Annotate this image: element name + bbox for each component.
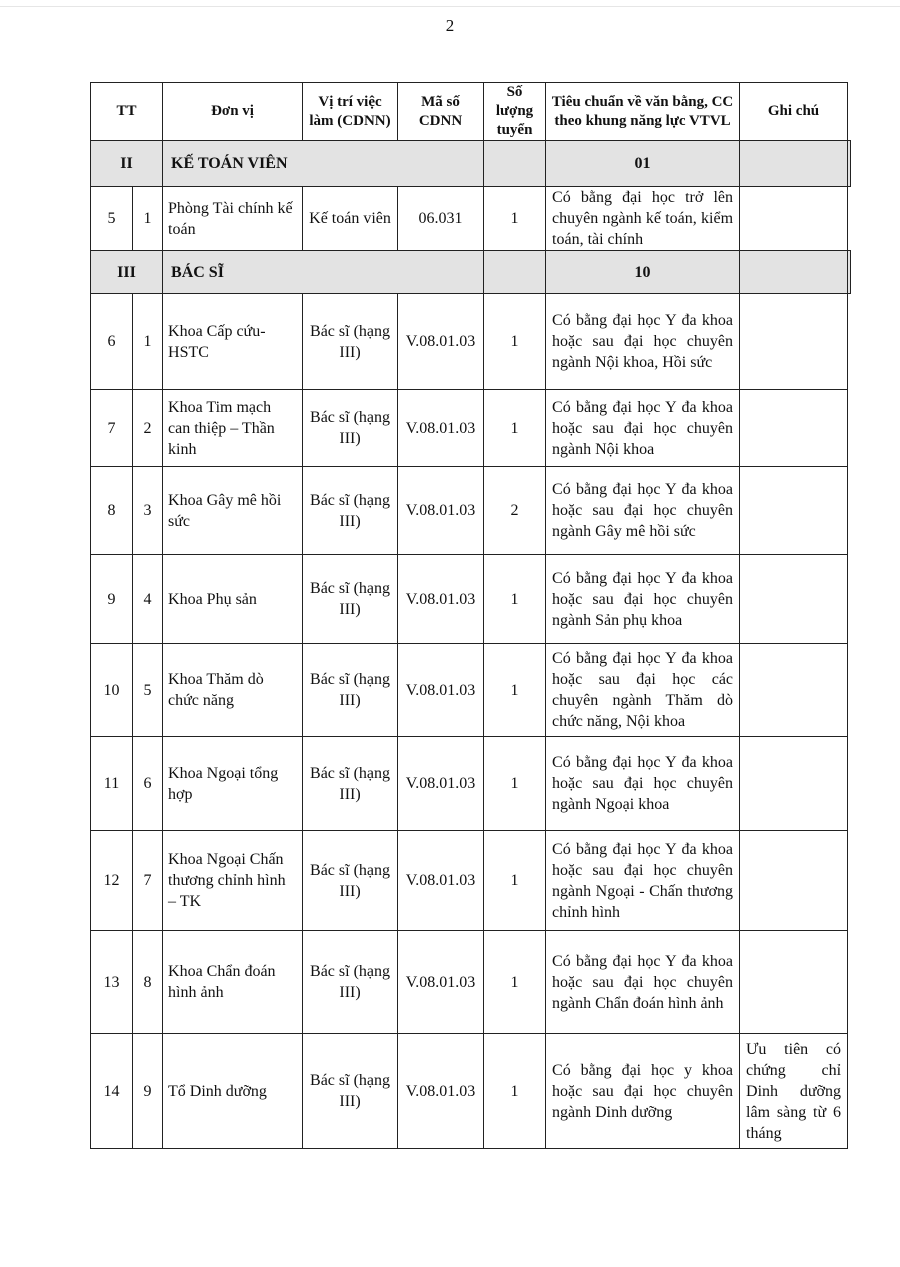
cell-tt: 8 — [91, 467, 133, 555]
cell-sub: 9 — [133, 1034, 163, 1149]
cell-tt: 14 — [91, 1034, 133, 1149]
cell-unit: Khoa Chẩn đoán hình ảnh — [163, 931, 303, 1034]
section-empty — [484, 141, 546, 187]
cell-tt: 6 — [91, 294, 133, 390]
cell-code: V.08.01.03 — [398, 294, 484, 390]
table-row — [91, 737, 851, 831]
cell-qty: 1 — [484, 831, 546, 931]
cell-position: Bác sĩ (hạng III) — [303, 294, 398, 390]
section-count: 10 — [546, 251, 740, 294]
cell-tt: 12 — [91, 831, 133, 931]
cell-code: V.08.01.03 — [398, 931, 484, 1034]
cell-note — [740, 187, 848, 251]
cell-standard: Có bằng đại học Y đa khoa hoặc sau đại học chuyên ngành Nội khoa, Hồi sức — [546, 294, 740, 390]
header-vi-tri: Vị trí việc làm (CDNN) — [303, 83, 398, 141]
cell-qty: 1 — [484, 737, 546, 831]
section-empty — [848, 251, 851, 294]
cell-note — [740, 737, 848, 831]
cell-unit: Khoa Thăm dò chức năng — [163, 644, 303, 737]
section-roman: III — [91, 251, 163, 294]
cell-code: V.08.01.03 — [398, 737, 484, 831]
cell-position: Bác sĩ (hạng III) — [303, 931, 398, 1034]
cell-note — [740, 467, 848, 555]
table-row — [91, 931, 851, 1034]
cell-standard: Có bằng đại học Y đa khoa hoặc sau đại học chuyên ngành Nội khoa — [546, 390, 740, 467]
cell-note — [740, 294, 848, 390]
cell-sub: 3 — [133, 467, 163, 555]
table-row — [91, 294, 851, 390]
cell-sub: 6 — [133, 737, 163, 831]
cell-tt: 9 — [91, 555, 133, 644]
cell-sub: 2 — [133, 390, 163, 467]
table-row — [91, 644, 851, 737]
table-row — [91, 467, 851, 555]
cell-sub: 5 — [133, 644, 163, 737]
cell-position: Bác sĩ (hạng III) — [303, 467, 398, 555]
cell-code: V.08.01.03 — [398, 555, 484, 644]
cell-position: Bác sĩ (hạng III) — [303, 555, 398, 644]
table-row — [91, 555, 851, 644]
scan-edge-line — [0, 6, 900, 7]
cell-standard: Có bằng đại học Y đa khoa hoặc sau đại học chuyên ngành Ngoại - Chấn thương chỉnh hình — [546, 831, 740, 931]
header-tt: TT — [91, 83, 163, 141]
cell-tt: 7 — [91, 390, 133, 467]
cell-standard: Có bằng đại học Y đa khoa hoặc sau đại học chuyên ngành Ngoại khoa — [546, 737, 740, 831]
cell-note — [740, 555, 848, 644]
cell-qty: 1 — [484, 931, 546, 1034]
cell-note: Ưu tiên có chứng chỉ Dinh dưỡng lâm sàng từ 6 tháng — [740, 1034, 848, 1149]
cell-position: Bác sĩ (hạng III) — [303, 644, 398, 737]
cell-unit: Khoa Cấp cứu-HSTC — [163, 294, 303, 390]
cell-standard: Có bằng đại học Y đa khoa hoặc sau đại học các chuyên ngành Thăm dò chức năng, Nội khoa — [546, 644, 740, 737]
cell-qty: 2 — [484, 467, 546, 555]
cell-code: 06.031 — [398, 187, 484, 251]
cell-sub: 8 — [133, 931, 163, 1034]
cell-unit: Phòng Tài chính kế toán — [163, 187, 303, 251]
section-row — [91, 141, 851, 187]
cell-sub: 1 — [133, 187, 163, 251]
cell-note — [740, 931, 848, 1034]
table-row — [91, 187, 851, 251]
cell-unit: Tổ Dinh dưỡng — [163, 1034, 303, 1149]
section-count: 01 — [546, 141, 740, 187]
cell-unit: Khoa Ngoại tổng hợp — [163, 737, 303, 831]
cell-tt: 10 — [91, 644, 133, 737]
cell-standard: Có bằng đại học Y đa khoa hoặc sau đại học chuyên ngành Chẩn đoán hình ảnh — [546, 931, 740, 1034]
cell-code: V.08.01.03 — [398, 831, 484, 931]
cell-qty: 1 — [484, 644, 546, 737]
cell-tt: 13 — [91, 931, 133, 1034]
header-tieu-chuan: Tiêu chuẩn về văn bằng, CC theo khung năng lực VTVL — [546, 83, 740, 141]
cell-position: Bác sĩ (hạng III) — [303, 737, 398, 831]
section-row — [91, 251, 851, 294]
cell-sub: 4 — [133, 555, 163, 644]
cell-tt: 5 — [91, 187, 133, 251]
cell-qty: 1 — [484, 390, 546, 467]
cell-code: V.08.01.03 — [398, 1034, 484, 1149]
cell-note — [740, 390, 848, 467]
cell-unit: Khoa Ngoại Chấn thương chỉnh hình – TK — [163, 831, 303, 931]
cell-position: Bác sĩ (hạng III) — [303, 390, 398, 467]
section-empty — [484, 251, 546, 294]
table-body — [91, 141, 851, 1149]
section-title: KẾ TOÁN VIÊN — [163, 141, 484, 187]
cell-unit: Khoa Phụ sản — [163, 555, 303, 644]
cell-unit: Khoa Gây mê hồi sức — [163, 467, 303, 555]
section-empty — [740, 141, 848, 187]
page-number: 2 — [445, 16, 455, 35]
cell-unit: Khoa Tim mạch can thiệp – Thần kinh — [163, 390, 303, 467]
cell-sub: 7 — [133, 831, 163, 931]
cell-standard: Có bằng đại học Y đa khoa hoặc sau đại học chuyên ngành Gây mê hồi sức — [546, 467, 740, 555]
section-roman: II — [91, 141, 163, 187]
cell-qty: 1 — [484, 555, 546, 644]
cell-note — [740, 644, 848, 737]
header-row — [91, 83, 851, 141]
cell-tt: 11 — [91, 737, 133, 831]
section-empty — [740, 251, 848, 294]
cell-qty: 1 — [484, 187, 546, 251]
recruitment-table — [90, 82, 851, 1149]
table-row — [91, 390, 851, 467]
cell-note — [740, 831, 848, 931]
table-row — [91, 1034, 851, 1149]
cell-code: V.08.01.03 — [398, 390, 484, 467]
cell-code: V.08.01.03 — [398, 644, 484, 737]
cell-standard: Có bằng đại học Y đa khoa hoặc sau đại học chuyên ngành Sản phụ khoa — [546, 555, 740, 644]
cell-sub: 1 — [133, 294, 163, 390]
cell-qty: 1 — [484, 1034, 546, 1149]
header-don-vi: Đơn vị — [163, 83, 303, 141]
cell-standard: Có bằng đại học trở lên chuyên ngành kế toán, kiểm toán, tài chính — [546, 187, 740, 251]
cell-position: Kế toán viên — [303, 187, 398, 251]
cell-standard: Có bằng đại học y khoa hoặc sau đại học chuyên ngành Dinh dưỡng — [546, 1034, 740, 1149]
cell-position: Bác sĩ (hạng III) — [303, 1034, 398, 1149]
section-empty — [848, 141, 851, 187]
header-ghi-chu: Ghi chú — [740, 83, 848, 141]
cell-code: V.08.01.03 — [398, 467, 484, 555]
header-so-luong: Số lượng tuyển — [484, 83, 546, 141]
section-title: BÁC SĨ — [163, 251, 484, 294]
cell-position: Bác sĩ (hạng III) — [303, 831, 398, 931]
header-ma-so: Mã số CDNN — [398, 83, 484, 141]
cell-qty: 1 — [484, 294, 546, 390]
table-row — [91, 831, 851, 931]
